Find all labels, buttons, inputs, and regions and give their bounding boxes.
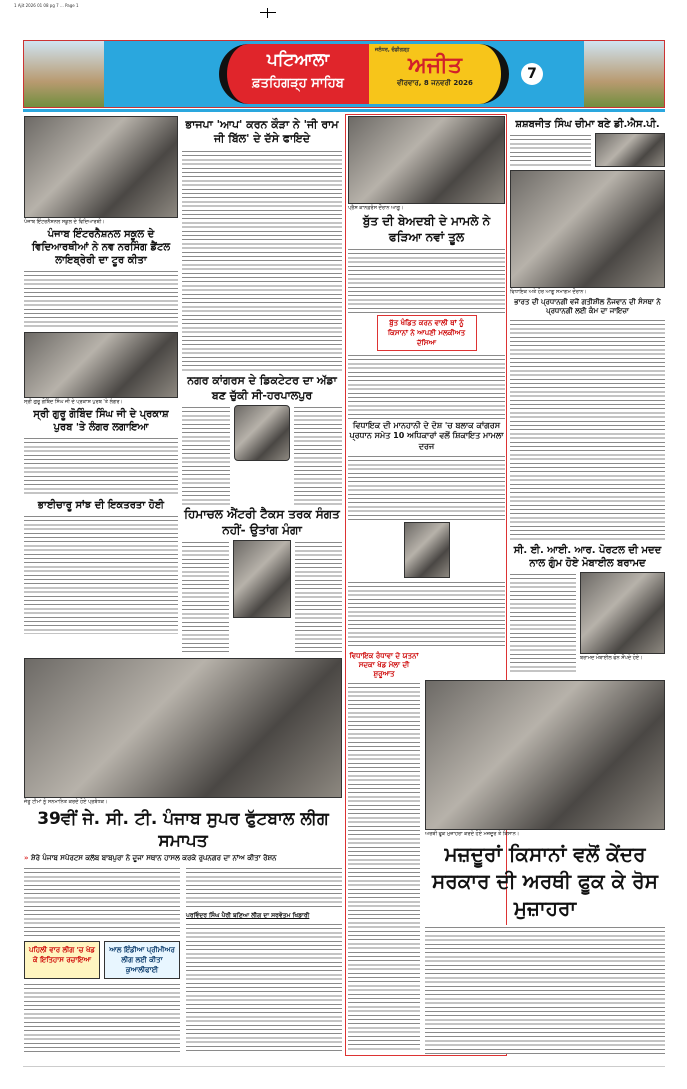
article-body	[182, 540, 229, 652]
article-body	[186, 922, 342, 1054]
place: ਜਲੰਧਰ, ਚੰਡੀਗੜ੍ਹ	[375, 47, 410, 53]
photo-caption: ਵਿਧਾਇਕ ਅਤੇ ਹੋਰ ਆਗੂ ਸਮਾਗਮ ਦੌਰਾਨ।	[510, 289, 587, 295]
headline: ਸ੍ਰੀ ਗੁਰੂ ਗੋਬਿੰਦ ਸਿੰਘ ਜੀ ਦੇ ਪ੍ਰਕਾਸ਼ ਪੁਰਬ 'ਤੇ ਲੰਗਰ ਲਗਾਇਆ	[33, 409, 169, 434]
print-slug: 1 Ajit 2026 01 08 pg 7 ... Page 1	[14, 3, 79, 8]
portrait-photo	[234, 405, 290, 461]
column-4	[510, 116, 665, 672]
football-photo	[24, 658, 342, 798]
column-3	[348, 116, 505, 646]
article-body	[348, 247, 505, 313]
column-1	[24, 116, 178, 634]
headline: ਸੀ. ਈ. ਆਈ. ਆਰ. ਪੋਰਟਲ ਦੀ ਮਦਦ ਨਾਲ ਗੁੰਮ ਹੋਏ ਮੋਬਾਈਲ ਬਰਾਮਦ	[513, 545, 662, 569]
press-photo	[348, 116, 505, 204]
pull-quote: ਬੁੱਤ ਖੰਡਿਤ ਕਰਨ ਵਾਲੀ ਥਾਂ ਨੂੰ ਕਿਸਾਨਾਂ ਨੇ ਆਪਣੀ ਮਲਕੀਅਤ ਦੱਸਿਆ	[377, 315, 477, 351]
article-body	[348, 580, 505, 646]
photo-caption: ਜੇਤੂ ਟੀਮਾਂ ਨੂੰ ਸਨਮਾਨਿਤ ਕਰਦੇ ਹੋਏ ਪ੍ਰਬੰਧਕ।	[24, 799, 108, 805]
paper-name	[369, 44, 509, 104]
crop-mark	[260, 12, 276, 13]
subsection-heading: ਪਰਵਿੰਦਰ ਸਿੰਘ ਪੈਰੀ ਬਣਿਆ ਲੀਗ ਦਾ ਸਰਵੋਤਮ ਖਿਡਾਰੀ	[186, 912, 310, 919]
column-2	[182, 116, 342, 652]
masthead	[23, 40, 665, 108]
article-body	[348, 681, 420, 1052]
protest-photo	[425, 680, 665, 830]
article-body	[348, 454, 505, 520]
date: ਵੀਰਵਾਰ, 8 ਜਨਵਰੀ 2026	[397, 79, 473, 87]
article-body	[348, 353, 505, 419]
page-number: 7	[521, 63, 543, 85]
police-photo	[580, 572, 665, 654]
portrait-photo	[233, 540, 291, 618]
photo-caption: ਸ੍ਰੀ ਗੁਰੂ ਗੋਬਿੰਦ ਸਿੰਘ ਜੀ ਦੇ ਪ੍ਰਕਾਸ਼ ਪੁਰਬ 'ਤੇ ਲੰਗਰ।	[24, 399, 123, 406]
article-body	[510, 318, 665, 542]
article-body	[294, 405, 342, 505]
article-body	[24, 269, 178, 329]
langar-photo	[24, 332, 178, 398]
headline: 39ਵੀਂ ਜੇ. ਸੀ. ਟੀ. ਪੰਜਾਬ ਸੁਪਰ ਫੁੱਟਬਾਲ ਲੀਗ ਸਮਾਪਤ	[37, 809, 329, 851]
paper-title: ਅਜੀਤ	[408, 53, 462, 78]
masthead-rule	[23, 109, 665, 112]
subhead	[24, 854, 342, 863]
footer-rule	[23, 1066, 665, 1067]
article-body	[510, 572, 576, 672]
article-body	[186, 866, 342, 910]
article-body	[24, 514, 178, 635]
article-body	[24, 436, 178, 496]
headline: ਭਾਰਤ ਦੀ ਪ੍ਰਧਾਨਗੀ ਵਜੋਂ ਗਤੀਸ਼ੀਲ ਨੌਜਵਾਨ ਦੀ ਸੰਸਥਾ ਨੇ ਪ੍ਰਧਾਨਗੀ ਲਈ ਕੰਮ ਦਾ ਜਾਇਜ਼ਾ	[514, 298, 661, 316]
highlight-box: ਪਹਿਲੀ ਵਾਰ ਲੀਗ 'ਚ ਖੇਡ ਕੇ ਇਤਿਹਾਸ ਰਚਾਇਆ	[24, 941, 100, 979]
monument-photo	[584, 41, 664, 108]
article-body	[182, 405, 230, 505]
headline: ਹਿਮਾਚਲ ਐਂਟਰੀ ਟੈਕਸ ਤਰਕ ਸੰਗਤ ਨਹੀਂ- ਉਤਾਂਗ ਮੰਗਾ	[184, 506, 340, 537]
edition-name	[219, 44, 369, 104]
photo-caption: ਪ੍ਰੈਸ ਕਾਨਫ਼ਰੰਸ ਦੌਰਾਨ ਆਗੂ।	[348, 205, 404, 211]
headline: ਵਿਧਾਇਕ ਦੀ ਮਾਨਹਾਨੀ ਦੇ ਦੋਸ਼ 'ਚ ਬਲਾਕ ਕਾਂਗਰਸ ਪ੍ਰਧਾਨ ਸਮੇਤ 10 ਅਧਿਕਾਰਾਂ ਵਲੋਂ ਸ਼ਿਕਾਇਤ ਮਾਮਲਾ ਦਰਜ	[349, 421, 504, 451]
arrow-icon: »	[24, 854, 31, 862]
article-body	[182, 149, 342, 373]
subhead-text: ਸ਼ੇਰੇ ਪੰਜਾਬ ਸਪੋਰਟਸ ਕਲੱਬ ਬਾਬਪੁਰਾ ਨੇ ਦੂਜਾ ਸਥਾਨ ਹਾਸਲ ਕਰਕੇ ਰੁਪਨਗਰ ਦਾ ਨਾਂਅ ਕੀਤਾ ਰੋਸ਼ਨ	[30, 854, 277, 862]
column-3-narrow	[348, 650, 420, 1052]
crop-mark	[267, 8, 268, 18]
article-body	[24, 866, 180, 938]
headline: ਭਾਈਚਾਰੂ ਸਾਂਝ ਦੀ ਇਕਤਰਤਾ ਹੋਈ	[37, 499, 165, 511]
headline: ਨਗਰ ਕਾਂਗਰਸ ਦੇ ਡਿਕਟੇਟਰ ਦਾ ਅੱਡਾ ਬਣ ਚੁੱਕੀ ਸੀ-ਹਰਪਾਲਪੁਰ	[187, 374, 337, 402]
edition-line2: ਫ਼ਤਹਿਗੜ੍ਹ ਸਾਹਿਬ	[252, 76, 344, 91]
article-body	[24, 982, 180, 1054]
photo-caption: ਪੰਜਾਬ ਇੰਟਰਨੈਸ਼ਨਲ ਸਕੂਲ ਦੇ ਵਿਦਿਆਰਥੀ।	[24, 219, 105, 225]
headline: ਸ਼ਸ਼ਬਜੀਤ ਸਿੰਘ ਚੀਮਾ ਬਣੇ ਡੀ.ਐਸ.ਪੀ.	[515, 119, 660, 130]
portrait-photo	[404, 522, 450, 578]
photo-caption: ਅਰਥੀ ਫੂਕ ਮੁਜ਼ਾਹਰਾ ਕਰਦੇ ਹੋਏ ਮਜ਼ਦੂਰ ਤੇ ਕਿਸਾਨ।	[425, 831, 520, 837]
protest-story	[425, 680, 665, 1054]
headline: ਪੰਜਾਬ ਇੰਟਰਨੈਸ਼ਨਲ ਸਕੂਲ ਦੇ ਵਿਦਿਆਰਥੀਆਂ ਨੇ ਨਵ ਨਰਸਿੰਗ ਡੈਂਟਲ ਲਾਇਬ੍ਰੇਰੀ ਦਾ ਟੂਰ ਕੀਤਾ	[31, 229, 171, 266]
article-body	[510, 133, 591, 167]
headline: ਵਿਧਾਇਕ ਰੰਧਾਵਾ ਦੇ ਯਤਨਾਂ ਸਦਕਾ ਖੇਡ ਮੇਲਾ ਦੀ ਸ਼ੁਰੂਆਤ	[349, 652, 419, 679]
officer-photo	[595, 133, 665, 167]
article-body	[295, 540, 342, 652]
football-story	[24, 658, 342, 1054]
photo-caption: ਬਰਾਮਦ ਮੋਬਾਈਲ ਫੋਨ ਸੌਂਪਦੇ ਹੋਏ।	[580, 655, 643, 661]
headline: ਭਾਜਪਾ 'ਆਪ' ਕਰਨ ਕੌੜਾ ਨੇ 'ਜੀ ਰਾਮ ਜੀ ਬਿੱਲ' ਦੇ ਦੱਸੇ ਫਾਇਦੇ	[185, 118, 339, 146]
event-photo	[510, 170, 665, 288]
headline: ਮਜ਼ਦੂਰਾਂ ਕਿਸਾਨਾਂ ਵਲੋਂ ਕੇਂਦਰ ਸਰਕਾਰ ਦੀ ਅਰਥੀ ਫੂਕ ਕੇ ਰੋਸ ਮੁਜ਼ਾਹਰਾ	[432, 842, 658, 920]
school-photo	[24, 116, 178, 218]
heritage-photo	[24, 41, 104, 108]
highlight-box: ਆਲ ਇੰਡੀਆ ਪ੍ਰੀਮੀਅਰ ਲੀਗ ਲਈ ਕੀਤਾ ਕੁਆਲੀਫਾਈ	[104, 941, 180, 979]
article-body	[425, 925, 665, 1054]
edition-line1: ਪਟਿਆਲਾ	[266, 50, 330, 70]
headline: ਬੁੱਤ ਦੀ ਬੇਅਦਬੀ ਦੇ ਮਾਮਲੇ ਨੇ ਫੜਿਆ ਨਵਾਂ ਤੂਲ	[362, 214, 491, 244]
